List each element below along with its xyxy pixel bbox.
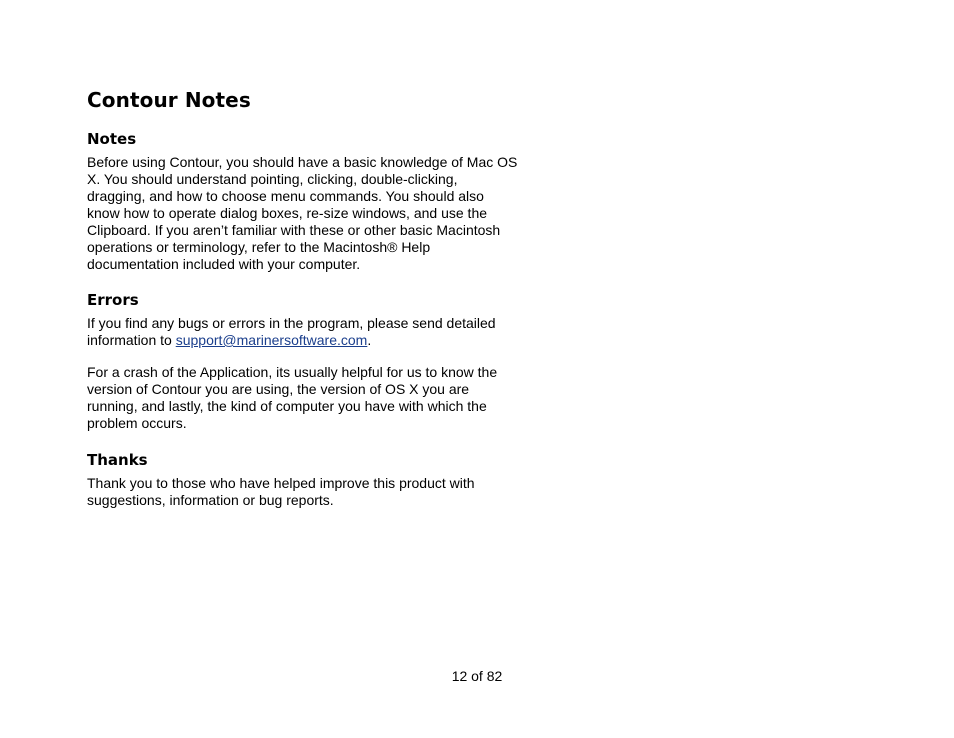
page-indicator: 12 of 82 [451, 668, 503, 684]
section-heading-errors: Errors [87, 291, 139, 309]
errors-paragraph-text: If you find any bugs or errors in the program, please send detailed information to [87, 315, 496, 348]
section-heading-notes: Notes [87, 130, 137, 148]
crash-paragraph: For a crash of the Application, its usually helpful for us to know the version of Contour you are using, the version of OS X you are running, and lastly, the kind of computer you have with which the problem occurs. [87, 364, 498, 431]
errors-paragraph-end: . [367, 332, 372, 348]
support-email-link[interactable]: support@marinersoftware.com [175, 332, 368, 348]
errors-paragraph [87, 315, 519, 349]
notes-paragraph: Before using Contour, you should have a basic knowledge of Mac OS X. You should understand pointing, clicking, double-clicking, dragging, and how to choose menu commands. You should also know how to operate dialog boxes, re-size windows, and use the Clipboard. If you aren’t familiar with these or other basic Macintosh operations or terminology, refer to the Macintosh® Help documentation included with your computer. [87, 154, 518, 272]
page-title: Contour Notes [87, 88, 251, 112]
section-heading-thanks: Thanks [87, 451, 148, 469]
thanks-paragraph: Thank you to those who have helped improve this product with suggestions, information or bug reports. [87, 475, 475, 508]
document-page [87, 86, 519, 509]
